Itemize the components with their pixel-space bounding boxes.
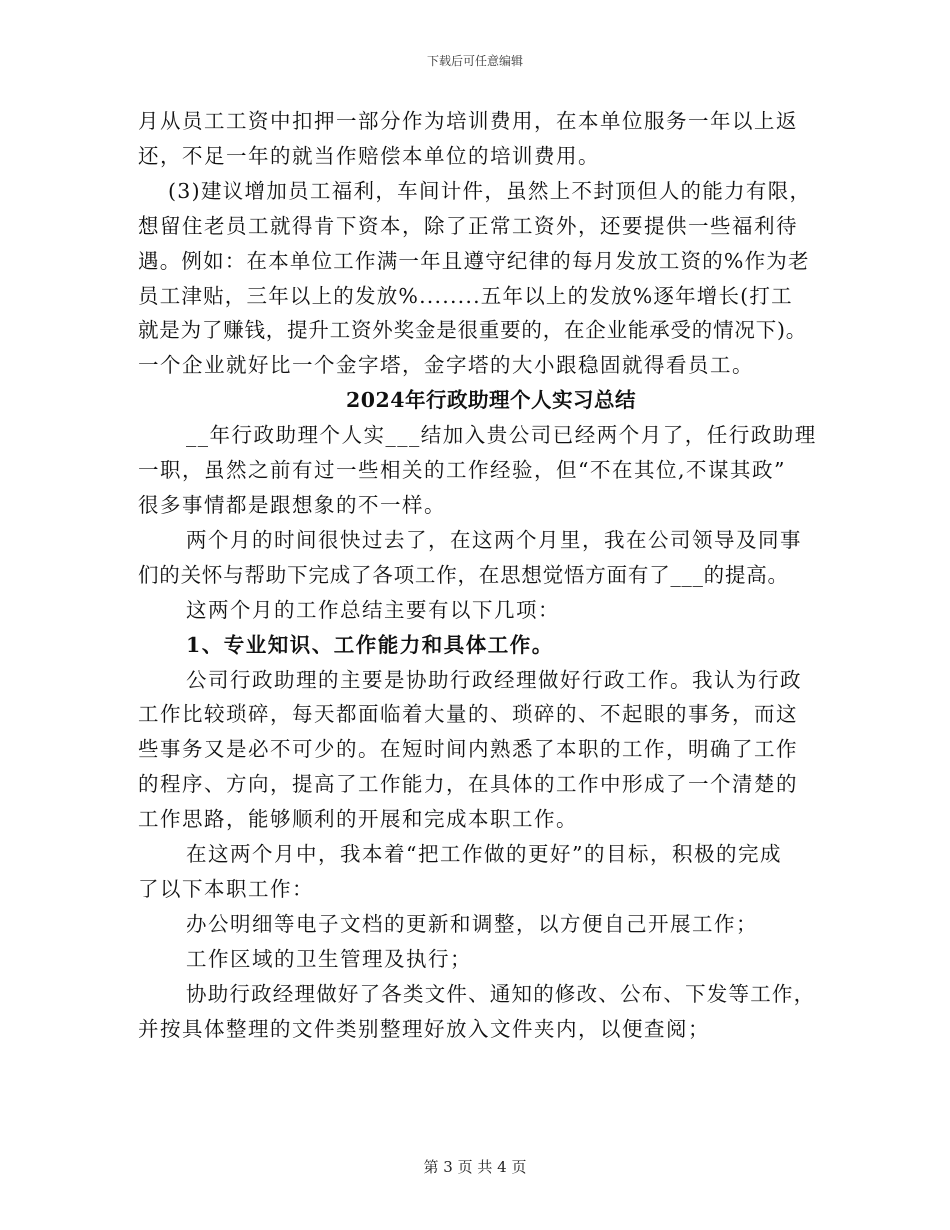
paragraph-line: 并按具体整理的文件类别整理好放入文件夹内，以便查阅； [138,1016,710,1041]
paragraph-line: 工作区域的卫生管理及执行； [186,946,472,971]
paragraph-line: 这两个月的工作总结主要有以下几项： [186,597,560,622]
paragraph-line: 协助行政经理做好了各类文件、通知的修改、公布、下发等工作， [186,981,816,1006]
paragraph-line: 遇。例如：在本单位工作满一年且遵守纪律的每月发放工资的%作为老 [138,248,810,273]
paragraph-line: 想留住老员工就得肯下资本，除了正常工资外，还要提供一些福利待 [138,213,798,238]
paragraph-line: 办公明细等电子文档的更新和调整，以方便自己开展工作； [186,911,758,936]
page-footer: 第 3 页 共 4 页 [423,1158,527,1176]
paragraph-line: 就是为了赚钱，提升工资外奖金是很重要的，在企业能承受的情况下)。 [138,318,808,343]
paragraph-line: 一职，虽然之前有过一些相关的工作经验，但“不在其位,不谋其政” [138,458,786,483]
paragraph-line: 工作思路，能够顺利的开展和完成本职工作。 [138,807,578,832]
section-title: 2024年行政助理个人实习总结 [345,388,637,413]
paragraph-line: 月从员工工资中扣押一部分作为培训费用，在本单位服务一年以上返 [138,109,798,133]
subsection-heading: 1、专业知识、工作能力和具体工作。 [186,632,554,657]
paragraph-line: 在这两个月中，我本着“把工作做的更好”的目标，积极的完成 [186,842,782,867]
paragraph-line: 些事务又是必不可少的。在短时间内熟悉了本职的工作，明确了工作 [138,737,798,762]
paragraph-line: (3)建议增加员工福利，车间计件，虽然上不封顶但人的能力有限， [168,178,812,203]
paragraph-line: 还，不足一年的就当作赔偿本单位的培训费用。 [138,143,600,168]
paragraph-line: 员工津贴，三年以上的发放%........五年以上的发放%逐年增长(打工 [138,283,793,308]
paragraph-line: 一个企业就好比一个金字塔，金字塔的大小跟稳固就得看员工。 [138,353,754,378]
paragraph-line: 很多事情都是跟想象的不一样。 [138,492,446,517]
document-body [138,104,820,1046]
paragraph-line: 们的关怀与帮助下完成了各项工作，在思想觉悟方面有了___的提高。 [138,562,789,587]
paragraph-line: 公司行政助理的主要是协助行政经理做好行政工作。我认为行政 [186,667,802,692]
paragraph-line: 了以下本职工作： [138,876,314,901]
paragraph-line: __年行政助理个人实___结加入贵公司已经两个月了，任行政助理 [186,423,817,448]
paragraph-line: 两个月的时间很快过去了，在这两个月里，我在公司领导及同事 [186,527,802,552]
paragraph-line: 的程序、方向，提高了工作能力，在具体的工作中形成了一个清楚的 [138,772,798,797]
paragraph-line: 工作比较琐碎，每天都面临着大量的、琐碎的、不起眼的事务，而这 [138,702,798,727]
page-header: 下载后可任意编辑 [426,54,523,68]
